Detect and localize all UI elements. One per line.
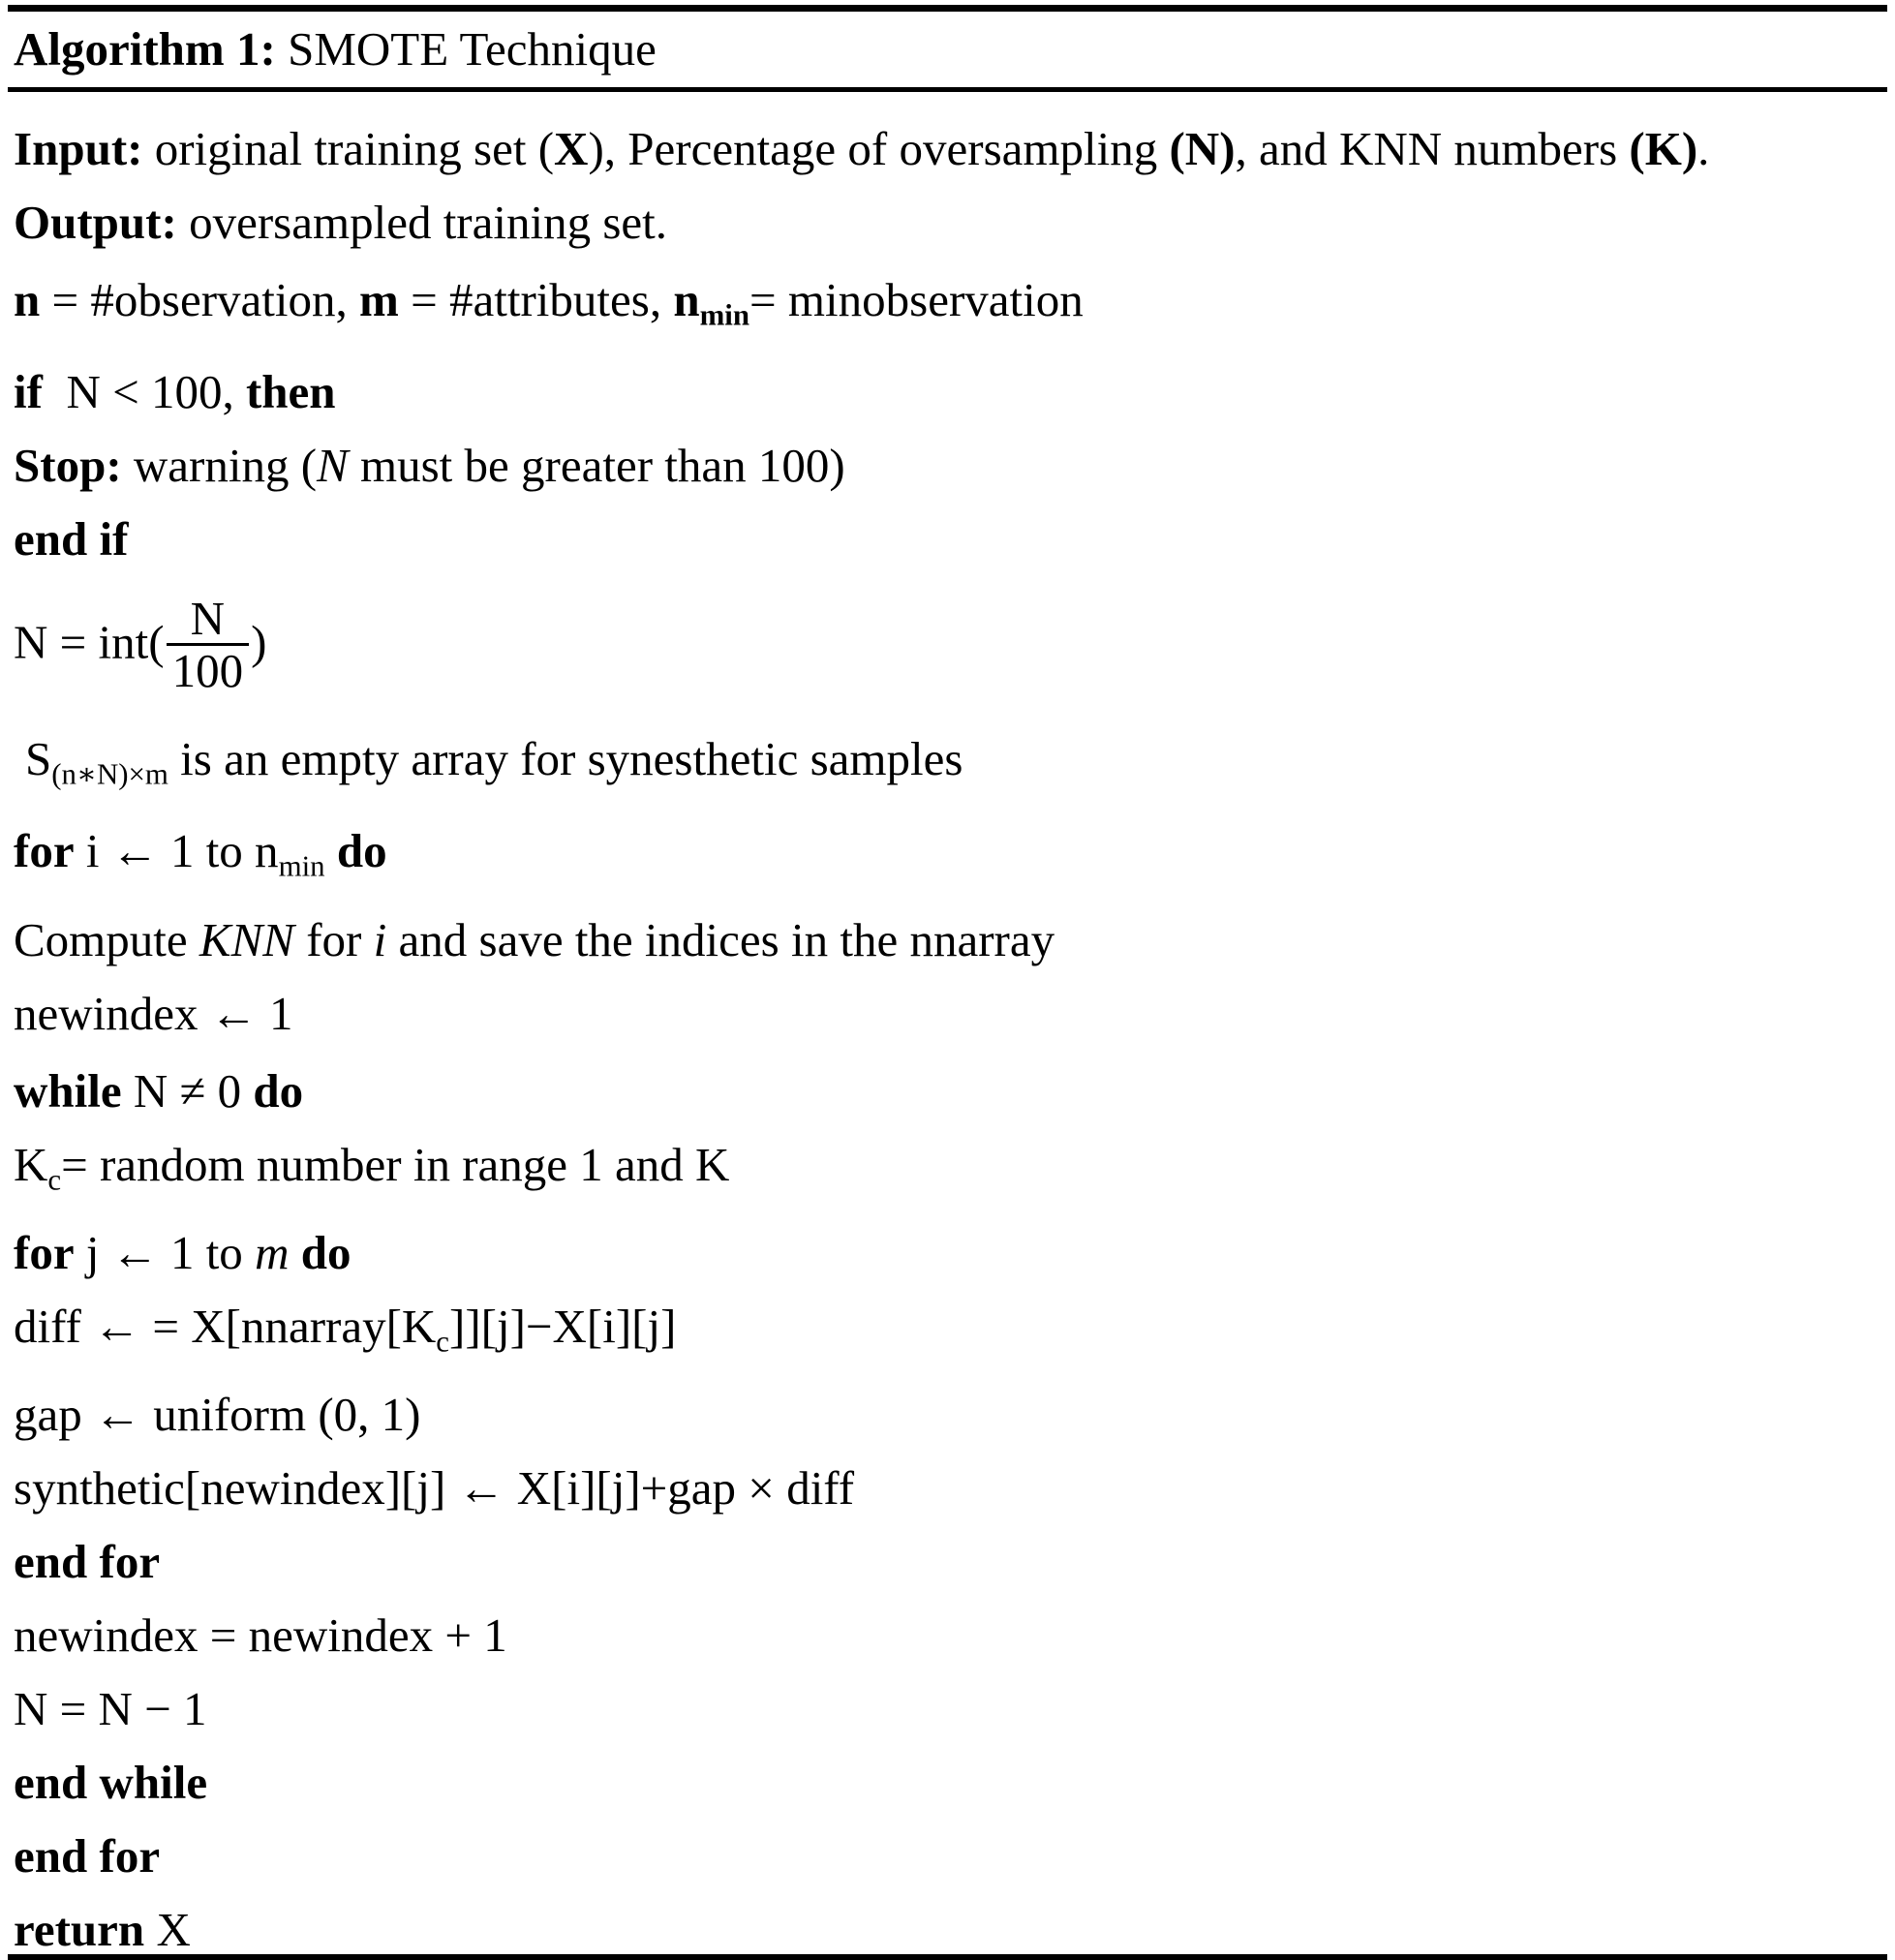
line-for-j [14, 1204, 1887, 1277]
for-j-range: j ← 1 to [74, 1225, 256, 1279]
bottom-rule [8, 1954, 1887, 1960]
line-kc-assign [14, 1116, 1887, 1204]
assign-n-lhs: N = int( [14, 615, 165, 669]
if-then-keyword: then [245, 365, 336, 419]
compute-knn-label: KNN [199, 912, 294, 966]
line-n-decrement [14, 1660, 1887, 1736]
line-s-array [14, 710, 1887, 798]
line-gap [14, 1365, 1887, 1442]
line-end-for-outer [14, 1807, 1887, 1881]
end-for-outer-keyword: end for [14, 1829, 161, 1883]
for-i-do-keyword: do [336, 824, 387, 878]
if-cond-expr: < 100, [100, 365, 234, 419]
input-var-k: (K) [1629, 122, 1698, 175]
stop-text-2: must be greater than 100) [348, 439, 845, 493]
line-input [14, 100, 1887, 173]
for-i-keyword: for [14, 824, 75, 878]
synthetic-text: synthetic[newindex][j] ← X[i][j]+gap × diff [14, 1461, 855, 1516]
while-condition: N ≠ 0 [121, 1063, 254, 1118]
kc-text: = random number in range 1 and K [61, 1137, 730, 1191]
decl-n: n [14, 273, 41, 326]
decl-nmin-subscript: min [699, 297, 750, 332]
for-j-do-keyword: do [300, 1225, 351, 1279]
line-for-i [14, 798, 1887, 890]
decl-nmin-base: n [673, 273, 700, 326]
stop-label: Stop: [14, 439, 122, 493]
algorithm-body [8, 92, 1887, 1957]
stop-text-1: warning ( [121, 439, 318, 493]
for-i-range: i ← 1 to n [74, 824, 279, 878]
caption-label: Algorithm 1: [14, 22, 276, 76]
fraction-n-over-100 [167, 592, 250, 698]
input-var-x: X [554, 122, 589, 175]
s-subscript: (n∗N)×m [51, 756, 168, 791]
algorithm-box [0, 5, 1895, 1960]
for-i-subscript: min [278, 848, 325, 883]
newindex-increment-text: newindex = newindex + 1 [14, 1608, 507, 1663]
line-while [14, 1038, 1887, 1116]
if-keyword: if [14, 365, 43, 419]
line-declarations [14, 247, 1887, 339]
line-stop [14, 416, 1887, 493]
line-newindex-increment [14, 1586, 1887, 1663]
return-keyword: return [14, 1903, 145, 1957]
decl-m: m [359, 273, 399, 326]
end-if-keyword: end if [14, 512, 129, 567]
fraction-numerator: N [190, 592, 226, 646]
line-newindex-init [14, 965, 1887, 1038]
output-text: oversampled training set. [176, 196, 668, 249]
fraction-denominator: 100 [167, 643, 250, 696]
algorithm-caption [8, 12, 1887, 87]
decl-nmin-eq: = minobservation [749, 273, 1084, 326]
stop-var-n: N [317, 439, 349, 493]
n-decrement-text: N = N − 1 [14, 1682, 207, 1736]
decl-m-eq: = #attributes, [398, 273, 674, 326]
line-end-for-inner [14, 1513, 1887, 1589]
line-output [14, 173, 1887, 247]
input-var-n: (N) [1169, 122, 1236, 175]
line-end-while [14, 1733, 1887, 1810]
top-rule [8, 5, 1887, 12]
for-j-keyword: for [14, 1225, 75, 1279]
kc-subscript: c [47, 1161, 62, 1196]
s-text: is an empty array for synesthetic samples [168, 732, 963, 786]
diff-text-1: diff ← = X[nnarray[K [14, 1299, 437, 1353]
newindex-init-text: newindex ← 1 [14, 986, 293, 1040]
diff-text-2: ]][j]−X[i][j] [449, 1299, 677, 1353]
for-j-m-var: m [255, 1225, 290, 1279]
line-end-if [14, 490, 1887, 567]
input-text-3: , and KNN numbers [1235, 122, 1630, 175]
while-do-keyword: do [253, 1063, 304, 1118]
input-text-2: ), Percentage of oversampling [588, 122, 1170, 175]
if-cond-var: N [66, 365, 101, 419]
assign-n-close-paren: ) [251, 615, 267, 669]
diff-kc-subscript: c [436, 1324, 449, 1359]
line-synthetic [14, 1439, 1887, 1516]
s-base: S [25, 732, 52, 786]
line-if [14, 339, 1887, 419]
end-for-inner-keyword: end for [14, 1535, 161, 1589]
line-diff [14, 1277, 1887, 1365]
compute-text-3: and save the indices in the nnarray [386, 912, 1055, 966]
gap-text: gap ← uniform (0, 1) [14, 1388, 421, 1442]
compute-text-2: for [293, 912, 374, 966]
line-assign-n [14, 564, 1887, 710]
output-label: Output: [14, 196, 177, 249]
compute-i-var: i [373, 912, 387, 966]
end-while-keyword: end while [14, 1756, 208, 1810]
decl-n-eq: = #observation, [40, 273, 360, 326]
caption-title: SMOTE Technique [288, 22, 657, 76]
return-var: X [144, 1903, 191, 1957]
input-text-4: . [1697, 122, 1710, 175]
compute-text-1: Compute [14, 912, 199, 966]
kc-base: K [14, 1137, 48, 1191]
line-return [14, 1881, 1887, 1957]
input-text-1: original training set ( [142, 122, 555, 175]
input-label: Input: [14, 122, 143, 175]
while-keyword: while [14, 1063, 122, 1118]
line-compute-knn [14, 891, 1887, 965]
